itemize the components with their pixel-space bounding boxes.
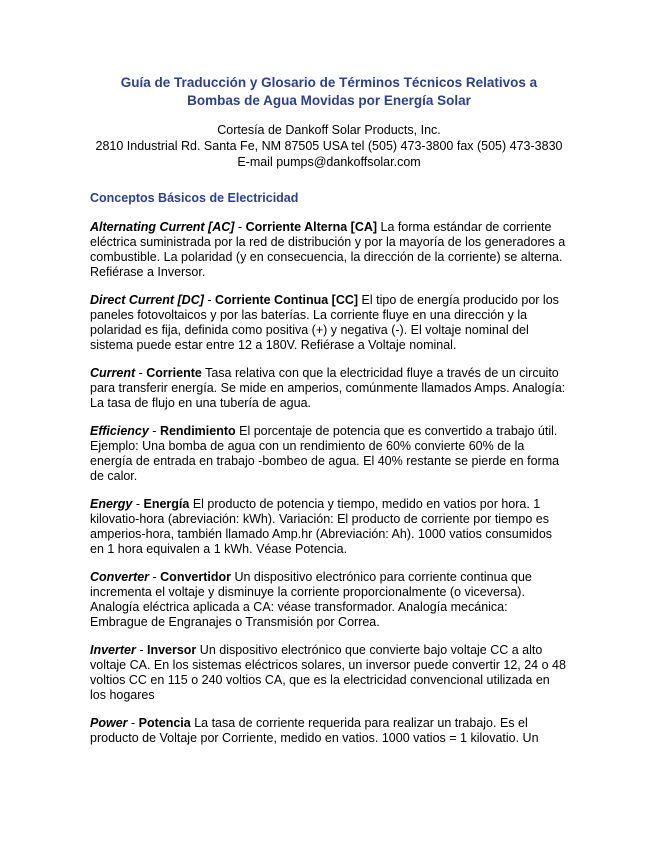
courtesy-line-1: Cortesía de Dankoff Solar Products, Inc. xyxy=(217,123,441,137)
term-definition: La tasa de corriente requerida para realizar un trabajo. Es el producto de Voltaje por Corriente, medido en vatios. 1000 vatios = 1 kilovatio. Un xyxy=(90,716,539,745)
term-spanish: Corriente xyxy=(146,366,202,380)
title-line-1: Guía de Traducción y Glosario de Términos Técnicos Relativos a xyxy=(120,75,538,90)
term-spanish: Energía xyxy=(143,497,190,511)
glossary-entry-power xyxy=(90,716,568,746)
glossary-entry-inverter xyxy=(90,643,568,703)
term-separator: - xyxy=(148,424,160,438)
term-definition: El producto de potencia y tiempo, medido en vatios por hora. 1 kilovatio-hora (abreviación: kWh). Variación: El producto de corriente por tiempo es amperios-hora, también llamado Amp.hr (Abreviación: Ah). 1000 vatios consumidos en 1 hora equivalen a 1 kWh. Véase Potencia. xyxy=(90,497,553,556)
document-page xyxy=(90,74,568,759)
term-definition: Tasa relativa con que la electricidad fluye a través de un circuito para transferir energía. Se mide en amperios, comúnmente llamados Amps. Analogía: La tasa de flujo en una tubería de agua. xyxy=(90,366,566,410)
term-spanish: Convertidor xyxy=(160,570,231,584)
term-english: Direct Current [DC] xyxy=(90,293,204,307)
glossary-entry-efficiency xyxy=(90,424,568,484)
glossary-entry-energy xyxy=(90,497,568,557)
term-separator: - xyxy=(203,293,216,307)
term-english: Current xyxy=(90,366,136,380)
glossary-entry-direct-current xyxy=(90,293,568,353)
glossary-entry-alternating-current xyxy=(90,220,568,280)
term-spanish: Potencia xyxy=(138,716,191,730)
term-definition: El tipo de energía producido por los paneles fotovoltaicos y por las baterías. La corriente fluye en una dirección y la polaridad es fija, definida como positiva (+) y negativa (-). El voltaje nominal del sistema puede estar entre 12 a 180V. Refiérase a Voltaje nominal. xyxy=(90,293,559,352)
term-definition: El porcentaje de potencia que es convertido a trabajo útil. Ejemplo: Una bomba de agua con un rendimiento de 60% convierte 60% de la energía de entrada en trabajo -bombeo de agua. El 40% restante se pierde en forma de calor. xyxy=(90,424,560,483)
term-english: Alternating Current [AC] xyxy=(90,220,235,234)
title-line-2: Bombas de Agua Movidas por Energía Solar xyxy=(187,93,471,108)
term-spanish: Rendimiento xyxy=(159,424,236,438)
term-separator: - xyxy=(135,366,147,380)
term-english: Converter xyxy=(90,570,150,584)
term-definition: La forma estándar de corriente eléctrica suministrada por la red de distribución y por la mayoría de los generadores a combustible. La polaridad (y en consecuencia, la dirección de la corriente) se alterna. Refiérase a Inversor. xyxy=(90,220,566,279)
glossary-entry-current xyxy=(90,366,568,411)
term-definition: Un dispositivo electrónico para corriente continua que incrementa el voltaje y disminuye la corriente proporcionalmente (o viceversa). Analogía eléctrica aplicada a CA: véase transformador. Analogía mecánica: Embrague de Engranajes o Transmisión por Correa. xyxy=(90,570,532,629)
term-spanish: Corriente Continua [CC] xyxy=(215,293,359,307)
document-title xyxy=(90,74,568,110)
term-english: Efficiency xyxy=(90,424,149,438)
term-separator: - xyxy=(234,220,246,234)
term-separator: - xyxy=(127,716,139,730)
term-english: Energy xyxy=(90,497,133,511)
term-spanish: Inversor xyxy=(146,643,197,657)
courtesy-line-2: 2810 Industrial Rd. Santa Fe, NM 87505 USA tel (505) 473-3800 fax (505) 473-3830 E-mail pumps@dankoffsolar.com xyxy=(95,139,563,169)
term-english: Inverter xyxy=(90,643,136,657)
glossary-entries xyxy=(90,220,568,746)
courtesy-block xyxy=(90,122,568,170)
glossary-entry-converter xyxy=(90,570,568,630)
term-definition: Un dispositivo electrónico que convierte bajo voltaje CC a alto voltaje CA. En los sistemas eléctricos solares, un inversor puede convertir 12, 24 o 48 voltios CC en 115 o 240 voltios CA, que es la electricidad convencional utilizada en los hogares xyxy=(90,643,566,702)
term-separator: - xyxy=(149,570,161,584)
term-english: Power xyxy=(90,716,128,730)
term-spanish: Corriente Alterna [CA] xyxy=(245,220,378,234)
term-separator: - xyxy=(132,497,144,511)
term-separator: - xyxy=(135,643,147,657)
section-heading: Conceptos Básicos de Electricidad xyxy=(90,191,299,205)
